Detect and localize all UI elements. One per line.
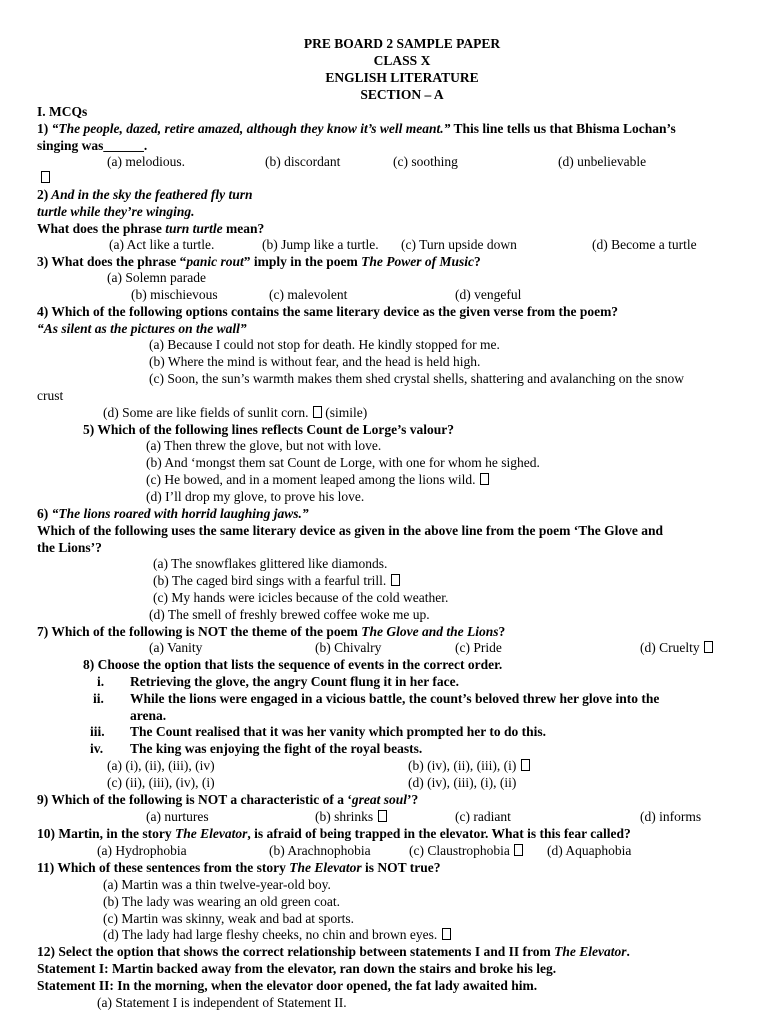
q8-event-i: Retrieving the glove, the angry Count flung it in her face. [130, 674, 459, 689]
q10-option-a: (a) Hydrophobia [97, 843, 187, 858]
answer-check-box-icon [40, 169, 50, 186]
q1-text: 1) “The people, dazed, retire amazed, although they know it’s well meant.” This line tells us that Bhisma Lochan’s [37, 121, 676, 136]
q8-event-iv: The king was enjoying the fight of the royal beasts. [130, 741, 423, 756]
q7-question: 7) Which of the following is NOT the theme of the poem The Glove and the Lions? [37, 624, 506, 639]
answer-check-box-icon [378, 810, 387, 822]
answer-check-box-icon [442, 928, 451, 940]
q12-question: 12) Select the option that shows the correct relationship between statements I and II from The Elevator. [37, 944, 630, 959]
q6-quote: 6) “The lions roared with horrid laughing jaws.” [37, 506, 309, 521]
q5-question: 5) Which of the following lines reflects Count de Lorge’s valour? [83, 422, 454, 437]
q2-option-a: (a) Act like a turtle. [109, 237, 215, 252]
q1-option-c: (c) soothing [393, 154, 458, 169]
subject-heading: ENGLISH LITERATURE [325, 70, 479, 85]
q3-option-d: (d) vengeful [455, 287, 522, 302]
q4-option-d: (d) Some are like fields of sunlit corn. (simile) [103, 405, 368, 420]
q9-option-a: (a) nurtures [146, 809, 209, 824]
q1-text-cont: singing was______. [37, 138, 148, 153]
q6-question-cont: the Lions’? [37, 540, 102, 555]
q9-option-c: (c) radiant [455, 809, 511, 824]
q10-option-d: (d) Aquaphobia [547, 843, 632, 858]
q3-option-b: (b) mischievous [131, 287, 218, 302]
q5-option-d: (d) I’ll drop my glove, to prove his love. [146, 489, 365, 504]
q11-option-c: (c) Martin was skinny, weak and bad at sports. [103, 911, 355, 926]
q8-event-ii: While the lions were engaged in a vicious battle, the count’s beloved threw her glove into the [130, 691, 660, 706]
q12-option-a: (a) Statement I is independent of Statement II. [97, 995, 347, 1010]
q10-question: 10) Martin, in the story The Elevator, is afraid of being trapped in the elevator. What is this fear called? [37, 826, 631, 841]
q8-question: 8) Choose the option that lists the sequence of events in the correct order. [83, 657, 503, 672]
q8-event-iii-num: iii. [90, 724, 105, 739]
q7-option-a: (a) Vanity [149, 640, 203, 655]
q7-option-d: (d) Cruelty [640, 639, 713, 656]
q9-question: 9) Which of the following is NOT a characteristic of a ‘great soul’? [37, 792, 419, 807]
q2-option-d: (d) Become a turtle [592, 237, 697, 252]
q3-option-c: (c) malevolent [269, 287, 348, 302]
q4-option-a: (a) Because I could not stop for death. He kindly stopped for me. [149, 337, 500, 352]
q6-option-a: (a) The snowflakes glittered like diamonds. [153, 556, 388, 571]
q8-option-a: (a) (i), (ii), (iii), (iv) [107, 758, 215, 773]
q1-option-b: (b) discordant [265, 154, 341, 169]
q4-question: 4) Which of the following options contains the same literary device as the given verse from the poem? [37, 304, 619, 319]
answer-check-box-icon [480, 473, 489, 485]
class-heading: CLASS X [373, 53, 431, 68]
q2-verse-2: turtle while they’re winging. [37, 204, 195, 219]
q8-event-ii-num: ii. [93, 691, 104, 706]
q5-option-c: (c) He bowed, and in a moment leaped among the lions wild. [146, 471, 489, 488]
q2-question: What does the phrase turn turtle mean? [37, 221, 265, 236]
q10-option-c: (c) Claustrophobia [409, 842, 523, 859]
q8-event-iii: The Count realised that it was her vanity which prompted her to do this. [130, 724, 547, 739]
q2-option-c: (c) Turn upside down [401, 237, 517, 252]
q5-option-b: (b) And ‘mongst them sat Count de Lorge, with one for whom he sighed. [146, 455, 540, 470]
q8-option-d: (d) (iv), (iii), (i), (ii) [408, 775, 517, 790]
q1-option-d: (d) unbelievable [558, 154, 647, 169]
q7-option-b: (b) Chivalry [315, 640, 382, 655]
answer-check-box-icon [521, 759, 530, 771]
section-heading: SECTION – A [360, 87, 444, 102]
q5-option-a: (a) Then threw the glove, but not with love. [146, 438, 382, 453]
q8-event-iv-num: iv. [90, 741, 104, 756]
q6-option-d: (d) The smell of freshly brewed coffee woke me up. [149, 607, 430, 622]
q9-option-b: (b) shrinks [315, 808, 387, 825]
paper-title: PRE BOARD 2 SAMPLE PAPER [303, 36, 501, 51]
q4-option-c-cont: crust [37, 388, 64, 403]
q2-verse-1: 2) And in the sky the feathered fly turn [37, 187, 253, 202]
q8-option-c: (c) (ii), (iii), (iv), (i) [107, 775, 215, 790]
answer-check-box-icon [514, 844, 523, 856]
q10-option-b: (b) Arachnophobia [269, 843, 371, 858]
q11-option-b: (b) The lady was wearing an old green coat. [103, 894, 341, 909]
q11-option-a: (a) Martin was a thin twelve-year-old boy. [103, 877, 331, 892]
answer-check-box-icon [391, 574, 400, 586]
q6-question: Which of the following uses the same literary device as given in the above line from the poem ‘The Glove and [37, 523, 663, 538]
q8-event-i-num: i. [97, 674, 105, 689]
answer-check-box-icon [313, 406, 322, 418]
q12-statement-2: Statement II: In the morning, when the elevator door opened, the fat lady awaited him. [37, 978, 538, 993]
q6-option-c: (c) My hands were icicles because of the cold weather. [153, 590, 449, 605]
answer-check-box-icon [704, 641, 713, 653]
q11-question: 11) Which of these sentences from the story The Elevator is NOT true? [37, 860, 441, 875]
q2-option-b: (b) Jump like a turtle. [262, 237, 379, 252]
q8-event-ii-cont: arena. [130, 708, 167, 723]
q8-option-b: (b) (iv), (ii), (iii), (i) [408, 757, 530, 774]
q6-option-b: (b) The caged bird sings with a fearful trill. [153, 572, 400, 589]
q4-option-b: (b) Where the mind is without fear, and the head is held high. [149, 354, 481, 369]
q1-option-a: (a) melodious. [107, 154, 185, 169]
q7-option-c: (c) Pride [455, 640, 502, 655]
q3-question: 3) What does the phrase “panic rout” imply in the poem The Power of Music? [37, 254, 481, 269]
q11-option-d: (d) The lady had large fleshy cheeks, no chin and brown eyes. [103, 926, 451, 943]
mcq-heading: I. MCQs [37, 104, 88, 119]
q4-verse: “As silent as the pictures on the wall” [37, 321, 247, 336]
q4-option-c: (c) Soon, the sun’s warmth makes them shed crystal shells, shattering and avalanching on the snow [149, 371, 685, 386]
q12-statement-1: Statement I: Martin backed away from the elevator, ran down the stairs and broke his leg. [37, 961, 557, 976]
q9-option-d: (d) informs [640, 809, 702, 824]
q3-option-a: (a) Solemn parade [107, 270, 206, 285]
